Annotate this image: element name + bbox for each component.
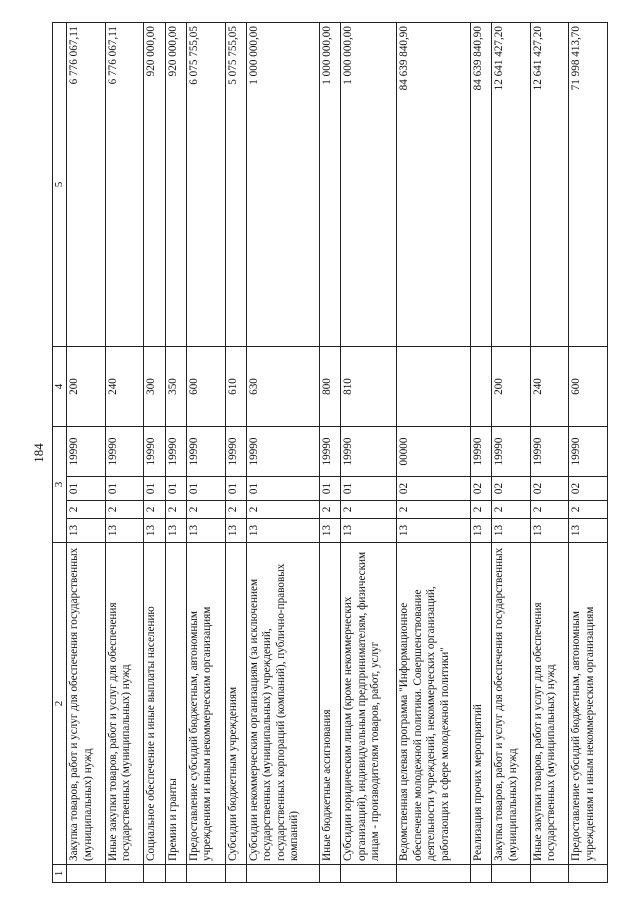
code-part-2: 2 [225,500,246,518]
code-part-3: 01 [341,476,397,500]
row-marker [470,864,491,882]
code-part-1: 13 [569,518,608,542]
code-part-1: 13 [105,518,144,542]
code-part-1: 13 [341,518,397,542]
code-part-3: 02 [397,476,470,500]
code-part-1: 13 [397,518,470,542]
code-part-2: 2 [144,500,165,518]
expense-type: 600 [186,346,225,426]
code-part-3: 02 [492,476,531,500]
table-row [320,22,341,882]
amount: 920 000,00 [144,22,165,346]
row-marker [397,864,470,882]
code-part-3: 01 [67,476,106,500]
row-name: Иные закупки товаров, работ и услуг для обеспечения государственных (муниципальных) нужд [530,542,569,864]
expense-type: 240 [105,346,144,426]
row-marker [341,864,397,882]
budget-table [52,22,608,883]
column-number-1: 1 [53,864,67,882]
column-number-2: 2 [53,542,67,864]
code-part-1: 13 [144,518,165,542]
code-part-3: 01 [246,476,319,500]
table-row [105,22,144,882]
row-name: Субсидии юридическим лицам (кроме некоммерческих организаций), индивидуальным предпринимателям, физическим лицам - производителям товаров, работ, услуг [341,542,397,864]
table-body [67,22,608,882]
row-name: Предоставление субсидий бюджетным, автономным учреждениям и иным некоммерческим организациям [569,542,608,864]
row-name: Иные закупки товаров, работ и услуг для обеспечения государственных (муниципальных) нужд [105,542,144,864]
table-row [530,22,569,882]
code-part-3: 01 [225,476,246,500]
code-part-1: 13 [186,518,225,542]
row-marker [246,864,319,882]
code-part-1: 13 [470,518,491,542]
code-part-3: 02 [470,476,491,500]
amount: 71 998 413,70 [569,22,608,346]
code-part-1: 13 [165,518,186,542]
expense-type: 800 [320,346,341,426]
row-name: Премии и гранты [165,542,186,864]
row-marker [186,864,225,882]
row-name: Ведомственная целевая программа "Информационное обеспечение молодежной политики. Совершенствование деятельности учреждений, некоммерческих организаций, работающих в сфере молодежной политики" [397,542,470,864]
column-number-3: 3 [53,426,67,542]
code-part-4: 19990 [246,426,319,476]
expense-type [470,346,491,426]
code-part-1: 13 [67,518,106,542]
row-name: Субсидии бюджетным учреждениям [225,542,246,864]
code-part-2: 2 [492,500,531,518]
row-name: Социальное обеспечение и иные выплаты населению [144,542,165,864]
column-number-4: 4 [53,346,67,426]
amount: 84 639 840,90 [470,22,491,346]
amount: 84 639 840,90 [397,22,470,346]
code-part-2: 2 [569,500,608,518]
row-name: Иные бюджетные ассигнования [320,542,341,864]
code-part-4: 19990 [470,426,491,476]
code-part-2: 2 [165,500,186,518]
code-part-4: 19990 [186,426,225,476]
code-part-2: 2 [530,500,569,518]
table-row [165,22,186,882]
amount: 12 641 427,20 [530,22,569,346]
code-part-1: 13 [320,518,341,542]
amount: 6 075 755,05 [186,22,225,346]
code-part-4: 19990 [67,426,106,476]
code-part-4: 19990 [165,426,186,476]
code-part-4: 19990 [492,426,531,476]
table-row [397,22,470,882]
row-marker [105,864,144,882]
row-marker [569,864,608,882]
expense-type: 300 [144,346,165,426]
table-row [470,22,491,882]
expense-type: 200 [67,346,106,426]
code-part-4: 19990 [320,426,341,476]
amount: 12 641 427,20 [492,22,531,346]
expense-type: 610 [225,346,246,426]
amount: 6 776 067,11 [105,22,144,346]
row-marker [320,864,341,882]
amount: 920 000,00 [165,22,186,346]
expense-type: 350 [165,346,186,426]
code-part-4: 19990 [530,426,569,476]
amount: 1 000 000,00 [320,22,341,346]
expense-type: 600 [569,346,608,426]
table-row [225,22,246,882]
amount: 1 000 000,00 [246,22,319,346]
amount: 6 776 067,11 [67,22,106,346]
row-marker [492,864,531,882]
expense-type: 810 [341,346,397,426]
expense-type: 240 [530,346,569,426]
code-part-2: 2 [67,500,106,518]
amount: 1 000 000,00 [341,22,397,346]
row-name: Закупка товаров, работ и услуг для обеспечения государственных (муниципальных) нужд [67,542,106,864]
code-part-2: 2 [246,500,319,518]
row-name: Предоставление субсидий бюджетным, автономным учреждениям и иным некоммерческим организациям [186,542,225,864]
code-part-4: 19990 [225,426,246,476]
expense-type: 630 [246,346,319,426]
rotated-content [28,23,612,883]
code-part-2: 2 [397,500,470,518]
row-marker [144,864,165,882]
code-part-3: 01 [320,476,341,500]
expense-type: 200 [492,346,531,426]
code-part-4: 19990 [341,426,397,476]
table-row [144,22,165,882]
table-row [492,22,531,882]
code-part-1: 13 [246,518,319,542]
code-part-2: 2 [470,500,491,518]
row-name: Субсидии некоммерческим организациям (за исключением государственных (муниципальных) учреждений, государственных корпораций (компаний), публично-правовых компаний) [246,542,319,864]
code-part-4: 19990 [569,426,608,476]
column-number-5: 5 [53,22,67,346]
code-part-3: 01 [165,476,186,500]
amount: 5 075 755,05 [225,22,246,346]
code-part-4: 00000 [397,426,470,476]
code-part-3: 02 [530,476,569,500]
code-part-1: 13 [530,518,569,542]
code-part-2: 2 [186,500,225,518]
table-row [186,22,225,882]
column-numbers-row [53,22,67,882]
row-marker [530,864,569,882]
code-part-2: 2 [105,500,144,518]
expense-type [397,346,470,426]
row-marker [165,864,186,882]
code-part-3: 02 [569,476,608,500]
row-name: Реализация прочих мероприятий [470,542,491,864]
table-row [569,22,608,882]
code-part-3: 01 [186,476,225,500]
code-part-2: 2 [320,500,341,518]
row-marker [225,864,246,882]
code-part-1: 13 [492,518,531,542]
row-marker [67,864,106,882]
code-part-4: 19990 [144,426,165,476]
code-part-4: 19990 [105,426,144,476]
code-part-3: 01 [144,476,165,500]
code-part-1: 13 [225,518,246,542]
table-row [246,22,319,882]
table-row [341,22,397,882]
code-part-3: 01 [105,476,144,500]
row-name: Закупка товаров, работ и услуг для обеспечения государственных (муниципальных) нужд [492,542,531,864]
table-row [67,22,106,882]
code-part-2: 2 [341,500,397,518]
page-number: 184 [31,442,46,463]
